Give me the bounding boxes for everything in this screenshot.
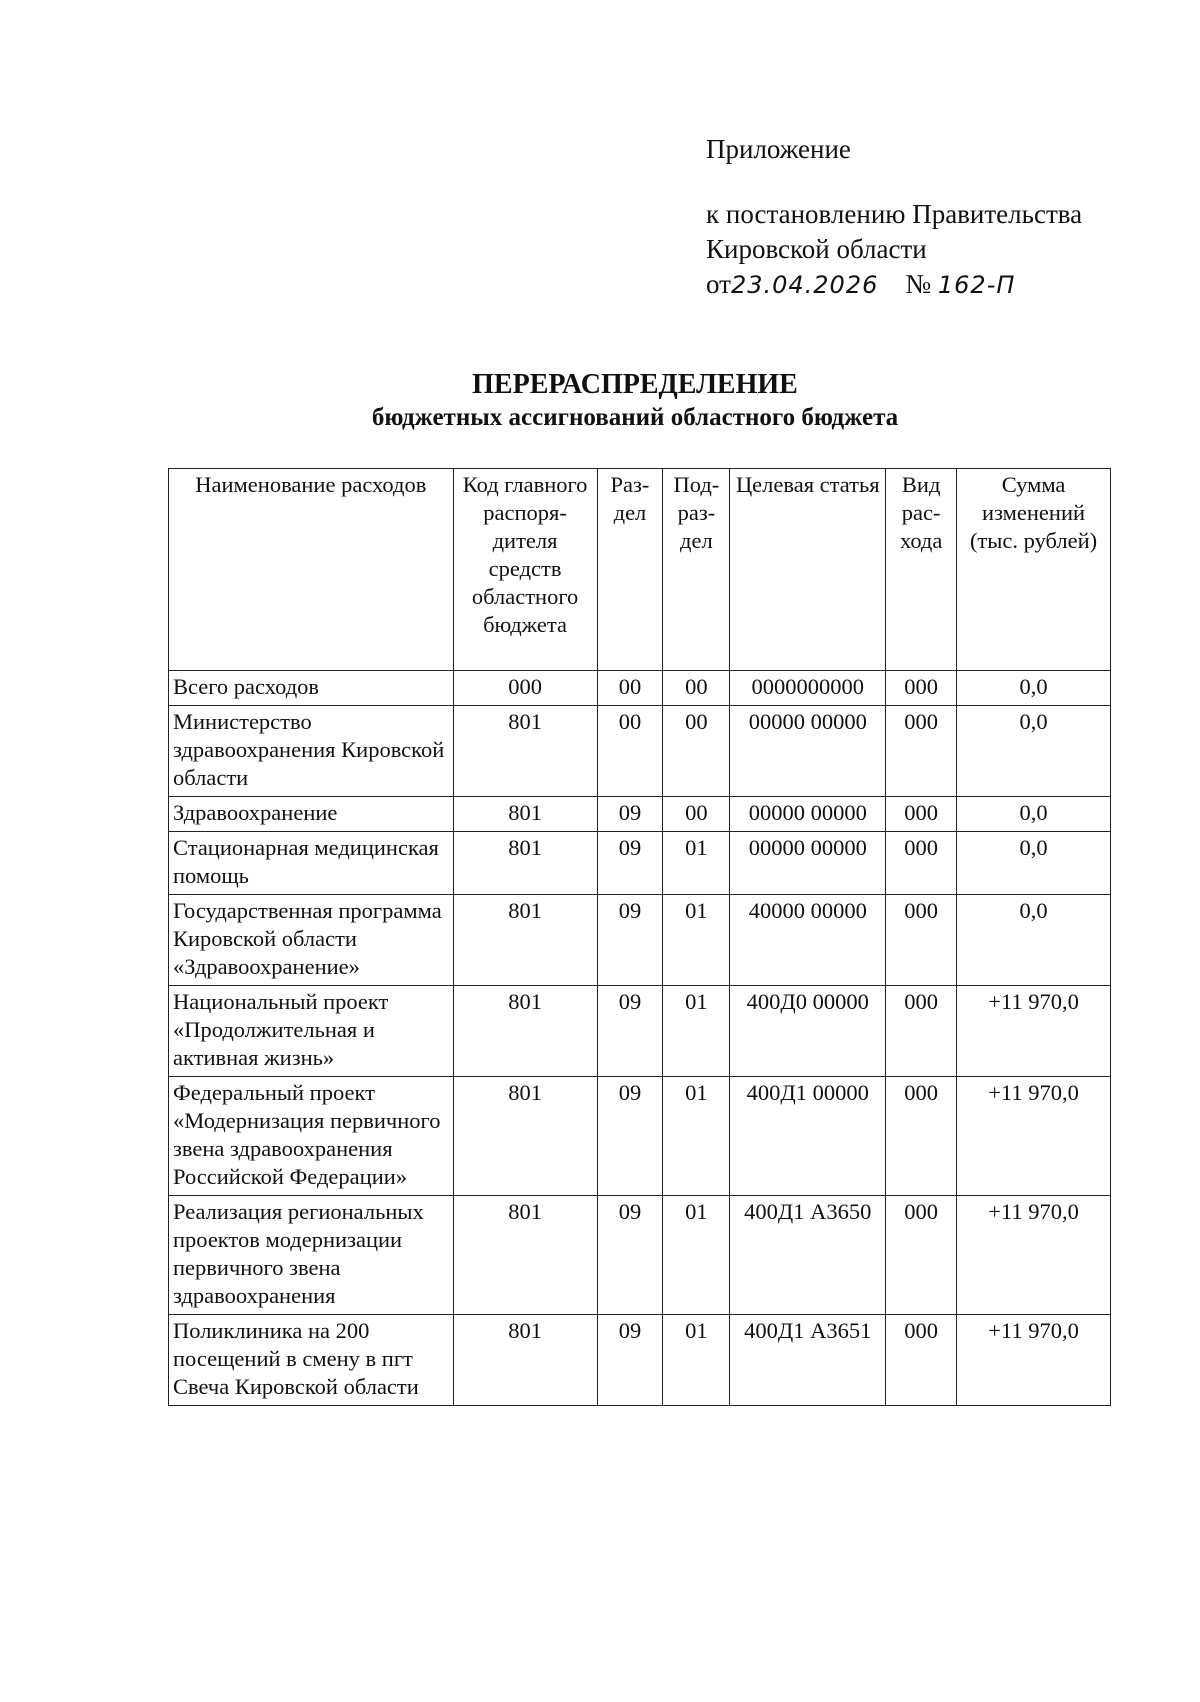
document-title-block [0,368,1200,434]
row-subsection: 01 [663,986,730,1077]
row-sum: 0,0 [957,895,1111,986]
row-subsection: 01 [663,1196,730,1315]
header-code: Код главного распоря-дителя средств областного бюджета [453,469,597,671]
header-section: Раз-дел [597,469,663,671]
row-target: 00000 00000 [730,797,886,832]
appendix-region-line: Кировской области [706,234,927,264]
row-type: 000 [886,986,957,1077]
row-target: 00000 00000 [730,706,886,797]
appendix-resolution-line: к постановлению Правительства [706,199,1083,229]
row-sum: 0,0 [957,671,1111,706]
table-row [169,1196,1111,1315]
row-type: 000 [886,1077,957,1196]
table-row [169,671,1111,706]
row-name: Стационарная медицинская помощь [169,832,454,895]
table-row [169,832,1111,895]
row-name: Министерство здравоохранения Кировской области [169,706,454,797]
row-sum: +11 970,0 [957,1315,1111,1406]
row-subsection: 01 [663,832,730,895]
row-section: 00 [597,706,663,797]
row-sum: 0,0 [957,797,1111,832]
header-subsection: Под-раз-дел [663,469,730,671]
row-section: 09 [597,1196,663,1315]
row-sum: 0,0 [957,706,1111,797]
row-sum: 0,0 [957,832,1111,895]
table-header-row [169,469,1111,671]
row-code: 801 [453,895,597,986]
row-section: 09 [597,986,663,1077]
row-section: 09 [597,797,663,832]
row-subsection: 00 [663,671,730,706]
date-prefix: от [706,269,731,299]
row-type: 000 [886,1315,957,1406]
row-name: Всего расходов [169,671,454,706]
document-title: ПЕРЕРАСПРЕДЕЛЕНИЕ [472,369,798,400]
row-section: 00 [597,671,663,706]
row-type: 000 [886,797,957,832]
row-sum: +11 970,0 [957,1077,1111,1196]
table-row [169,797,1111,832]
table-row [169,1077,1111,1196]
header-target: Целевая статья [730,469,886,671]
row-type: 000 [886,895,957,986]
row-sum: +11 970,0 [957,1196,1111,1315]
header-type: Вид рас-хода [886,469,957,671]
row-section: 09 [597,1315,663,1406]
row-target: 40000 00000 [730,895,886,986]
table-row [169,986,1111,1077]
row-code: 801 [453,797,597,832]
row-name: Поликлиника на 200 посещений в смену в пгт Свеча Кировской области [169,1315,454,1406]
row-name: Реализация региональных проектов модернизации первичного звена здравоохранения [169,1196,454,1315]
appendix-block [706,132,1082,303]
table-row [169,706,1111,797]
header-name: Наименование расходов [169,469,454,671]
appendix-date-number-line [706,267,1082,303]
number-prefix: № [905,269,932,299]
row-name: Федеральный проект «Модернизация первичного звена здравоохранения Российской Федерации» [169,1077,454,1196]
row-target: 0000000000 [730,671,886,706]
table-row [169,895,1111,986]
document-subtitle: бюджетных ассигнований областного бюджета [371,404,899,431]
row-target: 400Д1 А3650 [730,1196,886,1315]
row-subsection: 01 [663,1315,730,1406]
row-code: 801 [453,1196,597,1315]
row-section: 09 [597,1077,663,1196]
row-subsection: 00 [663,706,730,797]
row-target: 400Д1 00000 [730,1077,886,1196]
row-type: 000 [886,671,957,706]
row-sum: +11 970,0 [957,986,1111,1077]
row-subsection: 00 [663,797,730,832]
row-target: 00000 00000 [730,832,886,895]
row-subsection: 01 [663,895,730,986]
row-target: 400Д1 А3651 [730,1315,886,1406]
row-name: Государственная программа Кировской области «Здравоохранение» [169,895,454,986]
row-code: 801 [453,986,597,1077]
handwritten-date: 23.04.2026 [730,271,879,299]
row-type: 000 [886,832,957,895]
budget-table [168,468,1111,1406]
row-name: Здравоохранение [169,797,454,832]
row-code: 801 [453,706,597,797]
row-code: 801 [453,832,597,895]
row-type: 000 [886,706,957,797]
appendix-label: Приложение [706,134,851,164]
row-code: 801 [453,1077,597,1196]
row-target: 400Д0 00000 [730,986,886,1077]
row-section: 09 [597,895,663,986]
table-row [169,1315,1111,1406]
header-sum: Сумма изменений (тыс. рублей) [957,469,1111,671]
row-type: 000 [886,1196,957,1315]
row-code: 801 [453,1315,597,1406]
row-code: 000 [453,671,597,706]
row-subsection: 01 [663,1077,730,1196]
row-name: Национальный проект «Продолжительная и активная жизнь» [169,986,454,1077]
handwritten-number: 162-П [937,271,1016,299]
row-section: 09 [597,832,663,895]
